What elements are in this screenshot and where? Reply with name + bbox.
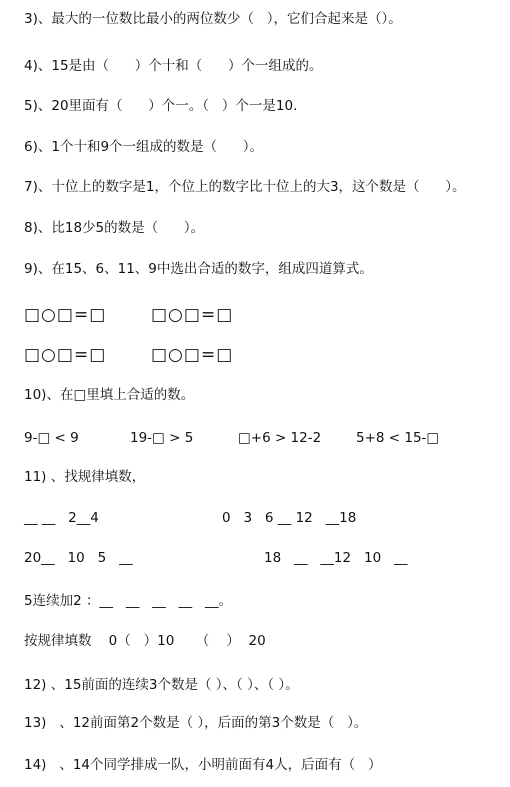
question-11-row-1 [0,508,510,530]
question-8: 8)、比18少5的数是（ ）。 [24,220,205,236]
fill-box-item: 5+8 < 15-□ [356,430,440,446]
question-11-row-4: 按规律填数 0（ ）10 （ ） 20 [24,633,266,649]
question-7: 7)、十位上的数字是1，个位上的数字比十位上的大3，这个数是（ ）。 [24,179,466,195]
question-12: 12) 、15前面的连续3个数是（ ）、（ ）、（ ）。 [24,677,299,693]
equation-template: □○□=□ [24,305,107,325]
question-6: 6)、1个十和9个一组成的数是（ ）。 [24,139,264,155]
question-14: 14) 、14个同学排成一队，小明前面有4人，后面有（ ） [24,757,382,773]
equation-template: □○□=□ [151,305,234,325]
equation-template: □○□=□ [151,345,234,365]
question-10: 10)、在□里填上合适的数。 [24,387,195,403]
question-11: 11) 、找规律填数， [24,469,146,485]
question-5: 5)、20里面有（ ）个一。（ ）个一是10. [24,98,298,114]
fill-box-item: □+6 > 12-2 [238,430,322,446]
question-11-row-3: 5连续加2 ：__ __ __ __ __。 [24,593,232,609]
fill-box-item: 9-□ < 9 [24,430,79,446]
equation-template: □○□=□ [24,345,107,365]
question-4: 4)、15是由（ ）个十和（ ）个一组成的。 [24,58,323,74]
question-13: 13) 、12前面第2个数是（ ），后面的第3个数是（ ）。 [24,715,368,731]
question-11-row-2 [0,548,510,570]
pattern-sequence: __ __ 2__4 [24,510,99,526]
pattern-sequence: 20__ 10 5 __ [24,550,133,566]
pattern-sequence: 0 3 6 __ 12 __18 [222,510,357,526]
fill-box-item: 19-□ > 5 [130,430,194,446]
question-3: 3)、最大的一位数比最小的两位数少（ ），它们合起来是（）。 [24,11,402,27]
question-9: 9)、在15、6、11、9中选出合适的数字，组成四道算式。 [24,261,373,277]
question-10-items [0,428,510,450]
pattern-sequence: 18 __ __12 10 __ [264,550,408,566]
